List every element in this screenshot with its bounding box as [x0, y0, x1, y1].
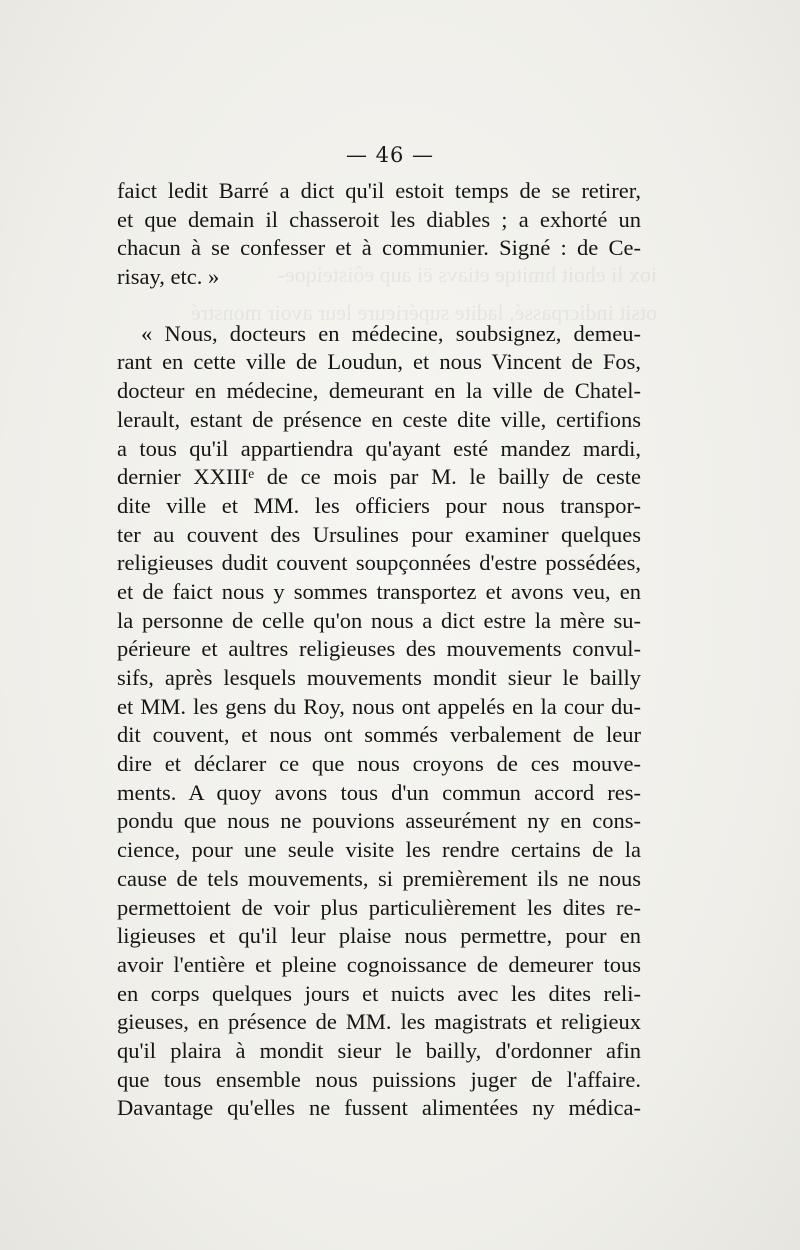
text-line: Davantage qu'elles ne fussent alimentées ny médica- [117, 1095, 641, 1121]
body-text [117, 177, 641, 1123]
text-line: ments. A quoy avons tous d'un commun accord res- [117, 779, 641, 805]
text-line: a tous qu'il appartiendra qu'ayant esté mandez mardi, [117, 435, 641, 461]
text-line: et MM. les gens du Roy, nous ont appelés en la cour du- [117, 693, 641, 719]
text-line: cause de tels mouvements, si premièrement ils ne nous [117, 865, 641, 891]
text-line: qu'il plaira à mondit sieur le bailly, d'ordonner afin [117, 1037, 641, 1063]
text-line: cience, pour une seule visite les rendre certains de la [117, 837, 641, 863]
text-line: ter au couvent des Ursulines pour examiner quelques [117, 521, 641, 547]
text-line: pondu que nous ne pouvions asseurément ny en cons- [117, 808, 641, 834]
text-line: et que demain il chasseroit les diables ; a exhorté un [117, 206, 641, 232]
text-line: avoir l'entière et pleine cognoissance de demeurer tous [117, 951, 641, 977]
show-through-text: iox li ehoit hmitqe etiavs ëi aup eôisteiqoe- [277, 262, 657, 287]
text-line: « Nous, docteurs en médecine, soubsignez, demeu- [141, 320, 641, 346]
text-line: la personne de celle qu'on nous a dict estre la mère su- [117, 607, 641, 633]
text-line: chacun à se confesser et à communier. Signé : de Ce- [117, 235, 641, 261]
text-line: dernier XXIIIᵉ de ce mois par M. le bailly de ceste [117, 464, 641, 490]
text-line: risay, etc. » [117, 264, 220, 290]
text-line: en corps quelques jours et nuicts avec les dites reli- [117, 980, 641, 1006]
text-line: rant en cette ville de Loudun, et nous Vincent de Fos, [117, 349, 641, 375]
text-line: gieuses, en présence de MM. les magistrats et religieux [117, 1009, 641, 1035]
text-line: docteur en médecine, demeurant en la ville de Chatel- [117, 378, 641, 404]
text-line: permettoient de voir plus particulièrement les dites re- [117, 894, 641, 920]
text-line: et de faict nous y sommes transportez et avons veu, en [117, 578, 641, 604]
show-through-text: otsit indicrpassé, ladite supérieure leur avoir monstré [190, 300, 657, 325]
text-line: faict ledit Barré a dict qu'il estoit temps de se retirer, [117, 178, 641, 203]
paragraph-gap [117, 292, 641, 320]
text-line: dire et déclarer ce que nous croyons de ces mouve- [117, 751, 641, 777]
text-line: ligieuses et qu'il leur plaise nous permettre, pour en [117, 923, 641, 949]
page-number: — 46 — [345, 143, 435, 167]
text-line: sifs, après lesquels mouvements mondit sieur le bailly [117, 665, 641, 690]
text-line: dit couvent, et nous ont sommés verbalement de leur [117, 722, 641, 748]
text-line: dite ville et MM. les officiers pour nous transpor- [117, 492, 641, 518]
text-line: périeure et aultres religieuses des mouvements convul- [117, 636, 641, 662]
text-line: lerault, estant de présence en ceste dite ville, certifions [117, 406, 641, 432]
text-line: que tous ensemble nous puissions juger de l'affaire. [117, 1066, 641, 1092]
text-line: religieuses dudit couvent soupçonnées d'estre possédées, [117, 550, 641, 576]
